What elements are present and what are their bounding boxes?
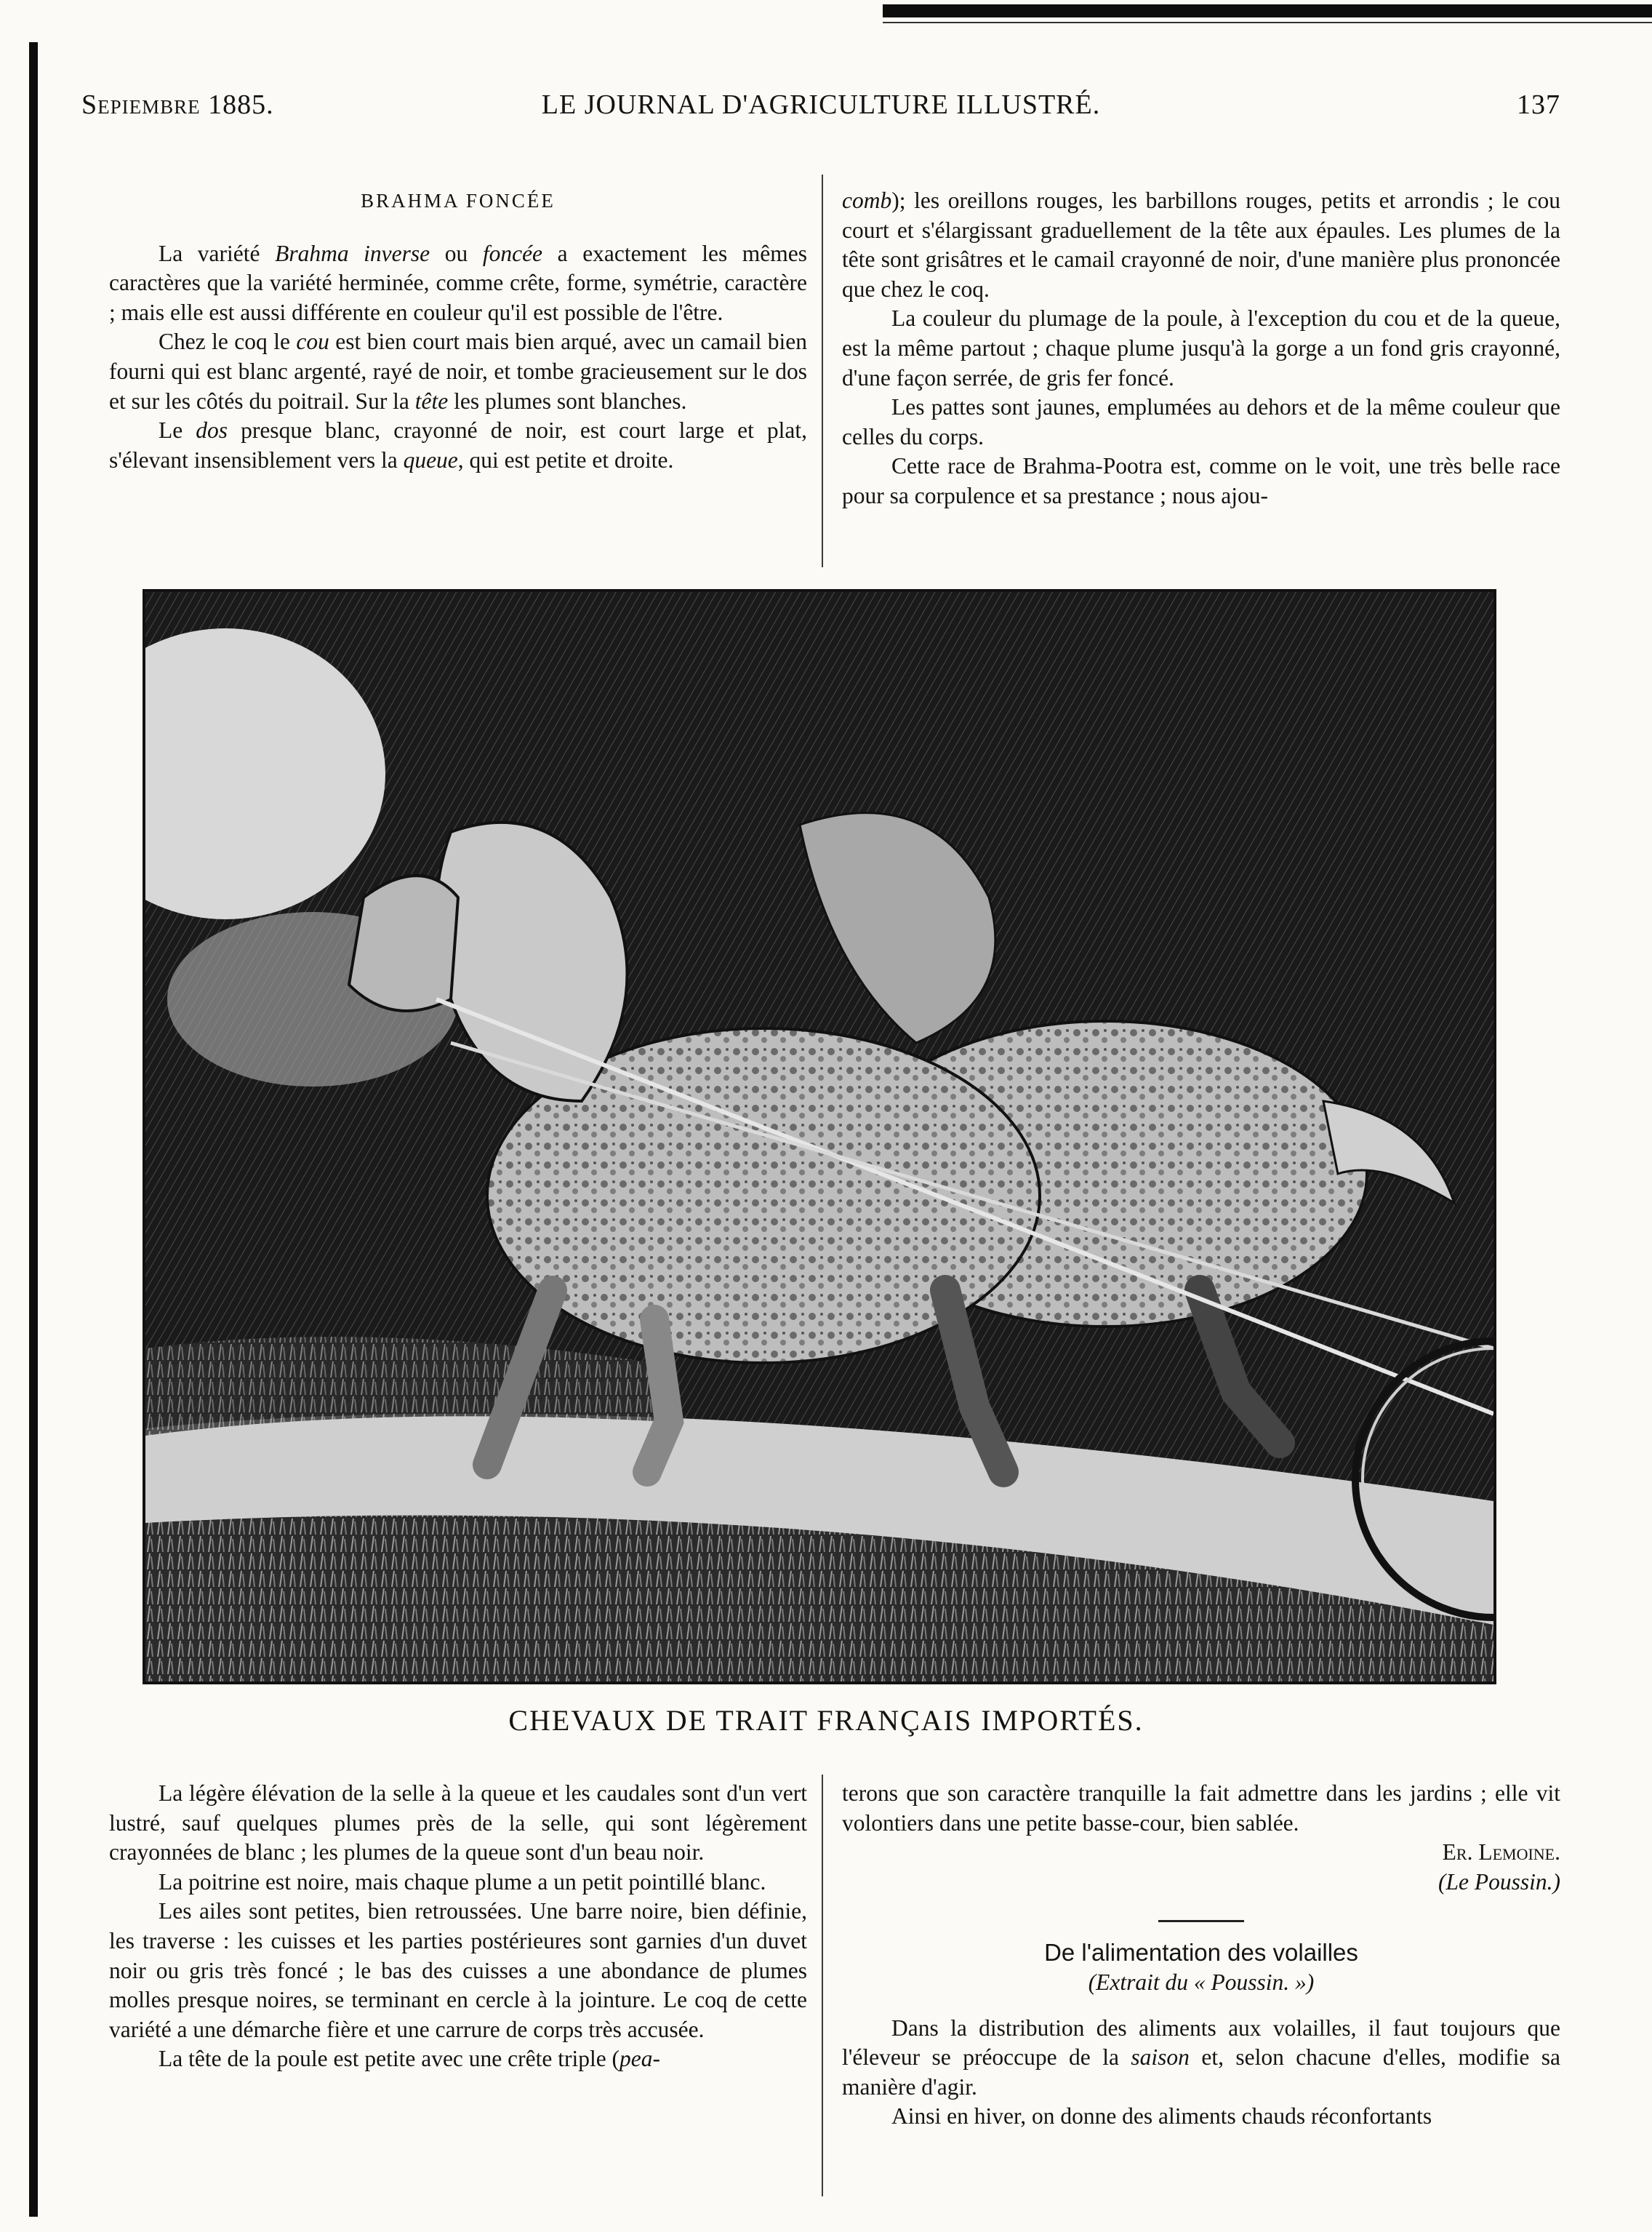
paragraph: terons que son caractère tranquille la fait admettre dans les jardins ; elle vit volontiers dans une petite basse-cour, bien sablée. — [842, 1780, 1560, 1836]
paragraph: Les pattes sont jaunes, emplumées au dehors et de la même couleur que celles du corps. — [842, 394, 1560, 449]
source-attribution: (Le Poussin.) — [1438, 1868, 1560, 1895]
engraving-illustration — [143, 589, 1496, 1684]
top-rule — [883, 4, 1652, 17]
article-subtitle: (Extrait du « Poussin. ») — [1088, 1969, 1315, 1995]
paragraph: Cette race de Brahma-Pootra est, comme on le voit, une très belle race pour sa corpulence et sa prestance ; nous ajou- — [842, 453, 1560, 508]
article-title: De l'alimentation des volailles — [1044, 1939, 1358, 1967]
section-heading: BRAHMA FONCÉE — [361, 190, 556, 212]
author-signature: Er. Lemoine. — [1442, 1839, 1560, 1865]
left-margin-bar — [29, 42, 38, 2217]
paragraph: Dans la distribution des aliments aux volailles, il faut toujours que l'éleveur se préoccupe de la saison et, selon chacune d'elles, modifie sa manière d'agir. — [842, 2015, 1561, 2100]
column-divider — [822, 1775, 823, 2196]
paragraph: Ainsi en hiver, on donne des aliments chauds réconfortants — [891, 2103, 1432, 2129]
bottom-right-column — [842, 1779, 1560, 2132]
paragraph: comb); les oreillons rouges, les barbillons rouges, petits et arrondis ; le cou court et s'élargissant graduellement de la tête aux épaules. Les plumes de la tête sont grisâtres et le camail crayonné de noir, d'une manière plus prononcée que chez le coq. — [842, 188, 1560, 302]
top-rule-thin — [883, 22, 1652, 23]
page-number: 137 — [1517, 89, 1560, 120]
paragraph: La légère élévation de la selle à la queue et les caudales sont d'un vert lustré, sauf quelques plumes près de la selle, qui sont légèrement crayonnées de blanc ; les plumes de la queue sont d'un beau noir. — [109, 1780, 807, 1865]
top-left-column — [109, 186, 807, 475]
paragraph: Le dos presque blanc, crayonné de noir, est court large et plat, s'élevant insensiblement vers la queue, qui est petite et droite. — [109, 417, 807, 473]
paragraph: La variété Brahma inverse ou foncée a exactement les mêmes caractères que la variété herminée, comme crête, forme, symétrie, caractère ; mais elle est aussi différente en couleur qu'il est possible de l'être. — [109, 240, 808, 325]
paragraph: La tête de la poule est petite avec une crête triple (pea- — [159, 2046, 661, 2072]
horses-engraving — [145, 592, 1493, 1681]
column-divider — [822, 175, 823, 567]
top-right-column — [842, 186, 1560, 511]
issue-date: Sepiembre 1885. — [81, 89, 274, 120]
front-horse-head — [349, 876, 458, 1011]
paragraph: Les ailes sont petites, bien retroussées. Une barre noire, bien définie, les traverse : les cuisses et les parties postérieures sont garnies d'un duvet noir ou gris très foncé ; le bas des cuisses a une abondance de plumes molles presque noires, se terminant en cercle à la jointure. Le coq de cette variété a une démarche fière et une carrure de corps très accusée. — [109, 1898, 807, 2042]
bottom-left-column — [109, 1779, 807, 2074]
section-rule — [1158, 1920, 1244, 1922]
paragraph: Chez le coq le cou est bien court mais bien arqué, avec un camail bien fourni qui est blanc argenté, rayé de noir, et tombe gracieusement sur le dos et sur les côtés du poitrail. Sur la tête les plumes sont blanches. — [109, 329, 807, 414]
illustration-caption: CHEVAUX DE TRAIT FRANÇAIS IMPORTÉS. — [508, 1704, 1144, 1737]
paragraph: La poitrine est noire, mais chaque plume a un petit pointillé blanc. — [159, 1868, 766, 1895]
journal-title: LE JOURNAL D'AGRICULTURE ILLUSTRÉ. — [541, 89, 1101, 120]
paragraph: La couleur du plumage de la poule, à l'exception du cou et de la queue, est la même partout ; chaque plume jusqu'à la gorge a un fond gris crayonné, d'une façon serrée, de gris fer foncé. — [842, 305, 1560, 391]
running-header — [81, 89, 1560, 132]
